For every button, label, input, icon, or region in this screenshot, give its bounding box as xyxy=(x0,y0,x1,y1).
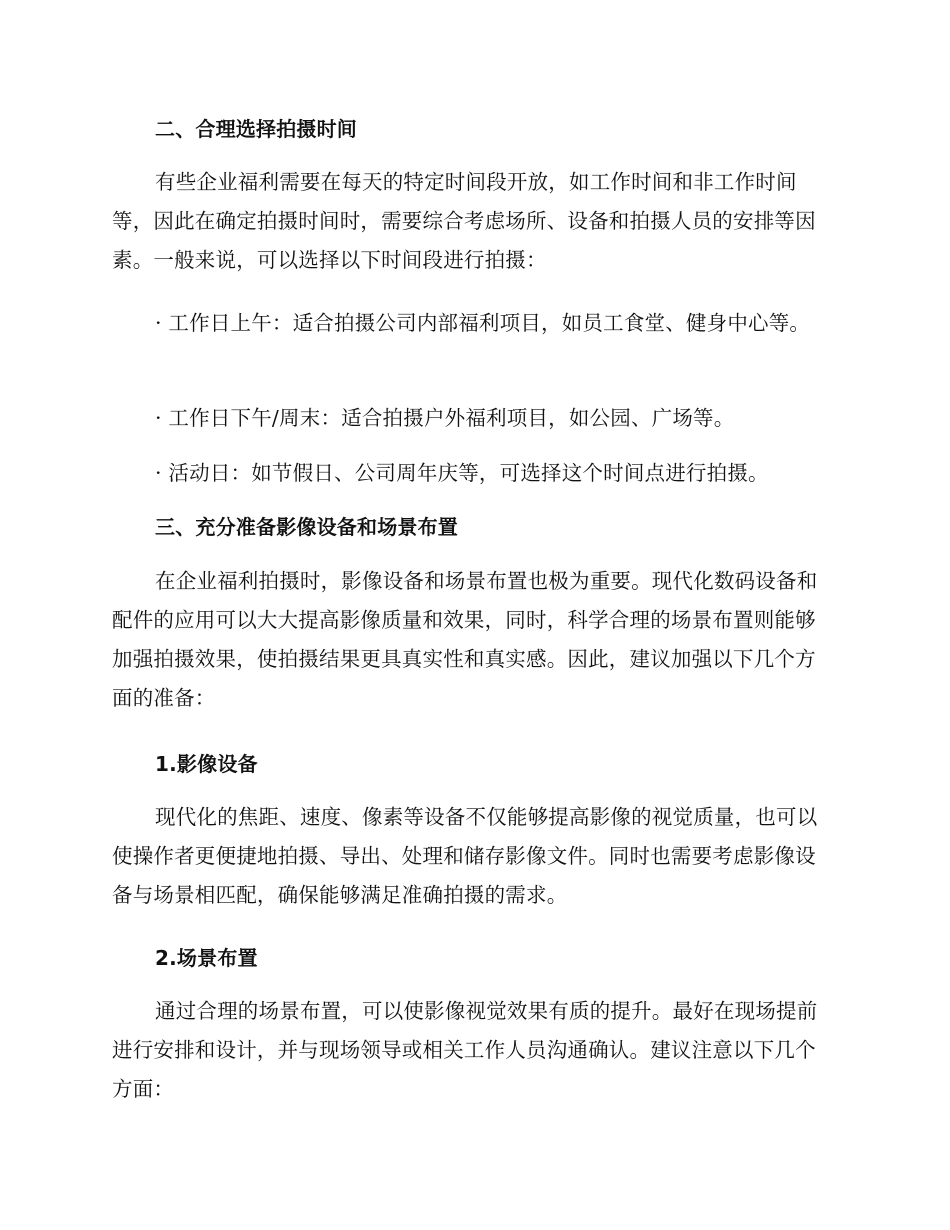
subsection-2-paragraph: 通过合理的场景布置，可以使影像视觉效果有质的提升。最好在现场提前进行安排和设计，并与现场领导或相关工作人员沟通确认。建议注意以下几个方面： xyxy=(112,999,818,1101)
bullet-item: · 活动日：如节假日、公司周年庆等，可选择这个时间点进行拍摄。 xyxy=(155,461,769,485)
bullet-item: · 工作日下午/周末：适合拍摄户外福利项目，如公园、广场等。 xyxy=(155,406,735,430)
section-heading-2: 二、合理选择拍摄时间 xyxy=(155,117,357,141)
subsection-heading-2: 2.场景布置 xyxy=(155,946,258,970)
bullet-item: · 工作日上午：适合拍摄公司内部福利项目，如员工食堂、健身中心等。 xyxy=(155,311,811,335)
section-2-paragraph: 有些企业福利需要在每天的特定时间段开放，如工作时间和非工作时间等，因此在确定拍摄时间时，需要综合考虑场所、设备和拍摄人员的安排等因素。一般来说，可以选择以下时间段进行拍摄： xyxy=(112,170,816,272)
subsection-heading-1: 1.影像设备 xyxy=(155,752,258,776)
subsection-1-paragraph: 现代化的焦距、速度、像素等设备不仅能够提高影像的视觉质量，也可以使操作者更便捷地拍摄、导出、处理和储存影像文件。同时也需要考虑影像设备与场景相匹配，确保能够满足准确拍摄的需求。 xyxy=(112,805,818,907)
section-heading-3: 三、充分准备影像设备和场景布置 xyxy=(155,515,458,539)
section-3-paragraph: 在企业福利拍摄时，影像设备和场景布置也极为重要。现代化数码设备和配件的应用可以大大提高影像质量和效果，同时，科学合理的场景布置则能够加强拍摄效果，使拍摄结果更具真实性和真实感。因此，建议加强以下几个方面的准备： xyxy=(112,569,818,710)
